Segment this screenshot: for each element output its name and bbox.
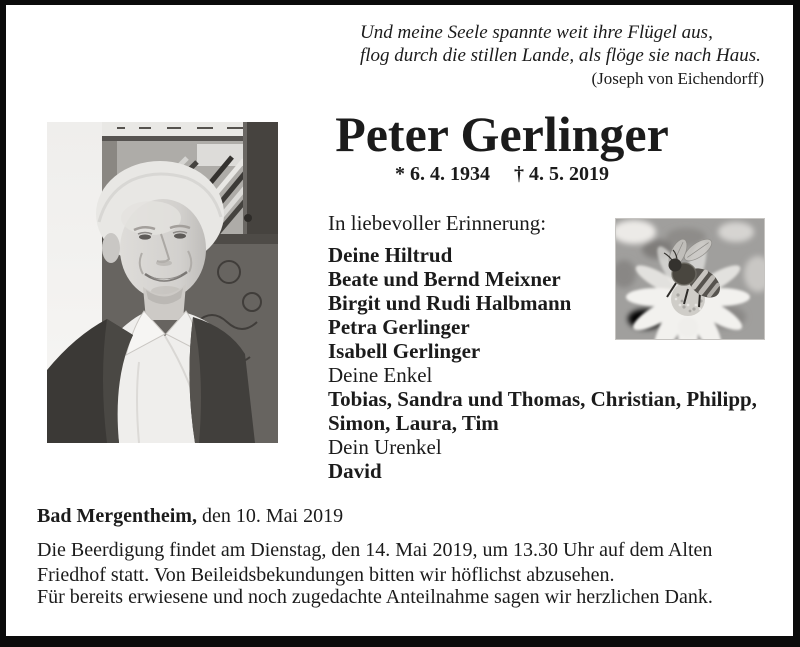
funeral-notice: Die Beerdigung findet am Dienstag, den 14. Mai 2019, um 13.30 Uhr auf dem Alten Friedhof statt. Von Beileidsbekundungen bitten wir höflichst abzusehen. [37,539,713,586]
footer-date: den 10. Mai 2019 [201,505,344,527]
great-grandchild-label: Dein Urenkel [328,435,442,459]
birth-date: * 6. 4. 1934 [395,163,490,185]
footer-place: Bad Mergentheim, [37,505,197,527]
grandchildren-label: Deine Enkel [328,363,433,387]
flower-photo [615,218,765,340]
portrait-illustration [47,122,278,443]
great-grandchild-name: David [328,459,382,483]
family-name: Beate und Bernd Meixner [328,267,561,291]
life-dates [328,163,676,185]
quote-line-2: flog durch die stillen Lande, als flöge sie nach Haus. [360,45,761,66]
family-name: Birgit und Rudi Halbmann [328,291,572,315]
quote-attribution: (Joseph von Eichendorff) [591,69,764,88]
memorial-intro: In liebevoller Erinnerung: [328,211,547,235]
thanks-line: Für bereits erwiesene und noch zugedachte Anteilnahme sagen wir herzlichen Dank. [37,586,713,608]
quote-block [360,21,764,90]
portrait-photo [47,122,278,443]
bee-on-daisy-illustration [616,219,764,339]
death-date: † 4. 5. 2019 [514,163,609,185]
deceased-name: Peter Gerlinger [335,106,669,162]
family-name: Deine Hiltrud [328,243,453,267]
quote-line-1: Und meine Seele spannte weit ihre Flügel aus, [360,22,713,43]
deceased-header [328,106,676,185]
family-name: Isabell Gerlinger [328,339,481,363]
family-name: Petra Gerlinger [328,315,470,339]
place-date-line [37,505,343,528]
grandchildren-names: Tobias, Sandra und Thomas, Christian, Philipp, Simon, Laura, Tim [328,387,757,435]
